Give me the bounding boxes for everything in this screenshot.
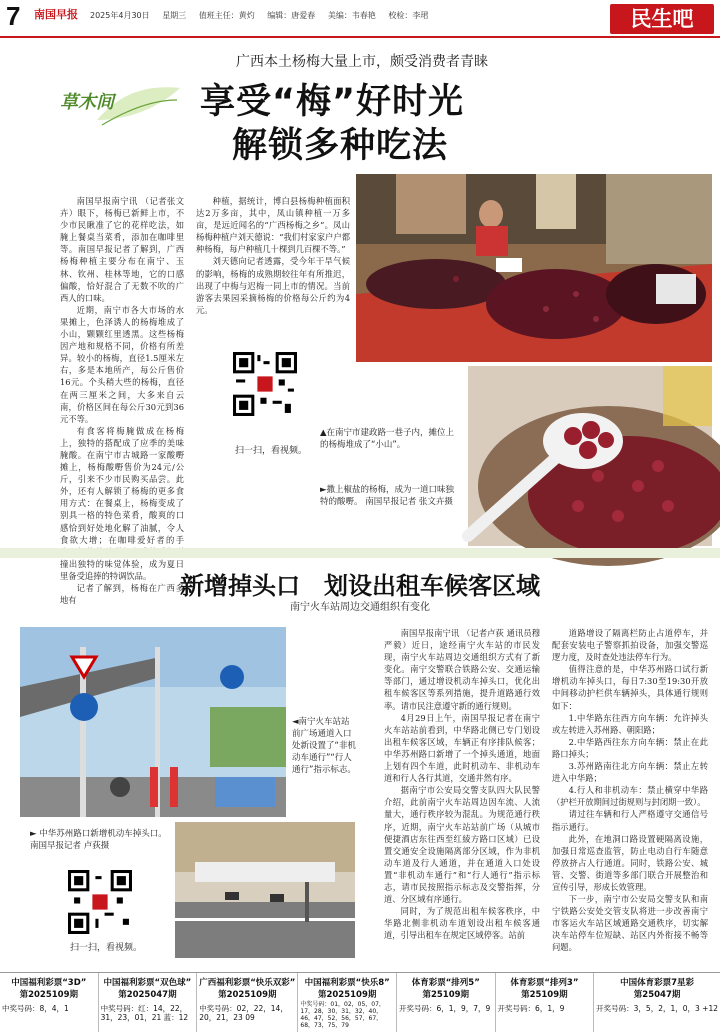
article2-paragraph: 道路增设了隔离栏防止占道停车，并配套安装电子警察抓拍设备，加强交警巡逻力度，及时查处违法停车行为。 xyxy=(552,628,708,663)
article1-kicker: 广西本土杨梅大量上市，颇受消费者青睐 xyxy=(236,54,488,70)
lottery-issue: 第2025109期 xyxy=(317,990,377,1000)
section-divider xyxy=(0,548,720,558)
lottery-name: 中国体育彩票7星彩 xyxy=(620,978,695,988)
lottery-issue: 第25047期 xyxy=(633,990,681,1000)
lottery-name: 中国福利彩票“双色球” xyxy=(103,978,192,988)
article2-rule: 4.行人和非机动车：禁止横穿中华路（护栏开放期间过街规则与封闭期一致）。 xyxy=(552,785,708,808)
lottery-results-bar xyxy=(0,972,720,1032)
article2-rule: 3.苏州路南往北方向车辆：禁止左转进入中华路； xyxy=(552,761,708,784)
column-label: 草木间 xyxy=(60,92,114,113)
lottery-numbers: 中奖号码：02，22，14，20，21，23 09 xyxy=(199,1004,288,1022)
article2-paragraph: 值得注意的是，中华苏州路口试行新增机动车掉头口，每日7:30至19:30开放中间移动护栏供车辆掉头，具体通行规则如下： xyxy=(552,664,708,711)
article2-paragraph: 南国早报南宁讯 （记者卢荻 通讯员穆严毅）近日，途经南宁火车站的市民发现，南宁火车站周边交通组织方式有了新变化。南宁交警联合铁路公安、交通运输等部门，通过增设机动车掉头口，优化出租车候客区等系列措施，提升道路通行效率。请市民注意遵守新的通行规则。 xyxy=(384,628,540,711)
page-header xyxy=(0,0,720,38)
header-meta xyxy=(90,10,438,21)
layout-editor-credit: 编辑：唐爱春 xyxy=(267,11,316,20)
qr-code-icon[interactable] xyxy=(233,352,297,416)
photo-caption-stall: ▲在南宁市建政路一巷子内，摊位上的杨梅堆成了“小山”。 xyxy=(320,428,455,450)
photo-caption-signs: ◄南宁火车站站前广场通道入口处新设置了“非机动车通行”“行人通行”指示标志。 xyxy=(292,717,356,775)
article1-column1 xyxy=(60,195,184,606)
lottery-name: 广西福利彩票“快乐双彩” xyxy=(199,978,296,988)
article2-rule: 2.中华路西往东方向车辆：禁止在此路口掉头； xyxy=(552,736,708,759)
page-number: 7 xyxy=(6,1,21,31)
lottery-numbers: 开奖号码：6，1，9，7，9 xyxy=(398,1004,491,1013)
qr-caption: 扫一扫，看视频。 xyxy=(235,446,308,456)
lottery-issue: 第2025047期 xyxy=(118,990,177,1000)
article2-subtitle: 南宁火车站周边交通组织有变化 xyxy=(290,602,430,613)
lottery-name: 中国福利彩票“快乐8” xyxy=(304,978,390,988)
issue-weekday: 星期三 xyxy=(162,11,187,20)
article2-paragraph: 4月29日上午，南国早报记者在南宁火车站站前看到，中华路北侧已专门划设出租车候客区域，车辆正有序排队候客；中华苏州路口新增了一个掉头通道，地面上划有四个车道，此时机动车、非机动车道和行人各行其道，交通井然有序。 xyxy=(384,712,540,784)
lottery-item xyxy=(594,973,720,1032)
qr-code-icon[interactable] xyxy=(68,870,132,934)
section-badge: 民生吧 xyxy=(610,4,714,34)
intersection-photo xyxy=(175,822,355,958)
lottery-numbers: 开奖号码：3，5，2，1，0，3 +12 xyxy=(596,1004,718,1013)
issue-date: 2025年4月30日 xyxy=(90,11,150,20)
lottery-numbers: 中奖号码：8，4，1 xyxy=(2,1004,69,1013)
article1-paragraph: 记者了解到，杨梅在广西多地有 xyxy=(60,583,184,606)
article1-column2 xyxy=(196,195,350,325)
article2-paragraph: 请过往车辆和行人严格遵守交通信号指示通行。 xyxy=(552,809,708,832)
article2-column2 xyxy=(552,627,708,957)
lottery-numbers: 开奖号码：6，1，9 xyxy=(497,1004,565,1013)
lottery-item xyxy=(99,973,198,1032)
article1-paragraph: 南国早报南宁讯 （记者张文卉）眼下，杨梅已新鲜上市，不少市民瞅准了它的花样吃法，如腌上餐桌当菜肴，添加在咖啡里等。南国早报记者了解到，广西杨梅种植主要分布在南宁、玉林、钦州、桂林等地，它的口感偏酸，恰好混合了无数不吹的广西人的口味。 xyxy=(60,196,184,303)
lottery-issue: 第25109期 xyxy=(521,990,568,1000)
article2-paragraph: 据南宁市公安局交警支队四大队民警介绍，此前南宁火车站周边因车流、人流量大，通行秩序较为混乱。为规范通行秩序，近期，南宁火车站站前广场（从城市便捷酒店东往西至红綾方路口区域）已设置交通安全设施隔离部分区域，作为非机动车道及行人通道，并在通道入口处设置“非机动车通行”和“行人通行”指示标志，请市民按照指示标志及交警指挥，分道、分区域有序通行。 xyxy=(384,785,540,905)
bayberry-stall-photo xyxy=(356,174,712,362)
lottery-item xyxy=(197,973,298,1032)
lottery-issue: 第2025109期 xyxy=(218,990,277,1000)
paper-logo: 南国早报 xyxy=(34,8,78,21)
article2-paragraph: 同时，为了规范出租车候客秩序，中华路北侧非机动车道划设出租车候客通道，引导出租车在规定区域停客。站前 xyxy=(384,906,540,941)
proofreader-credit: 校检：李珺 xyxy=(388,11,429,20)
article2-rule: 1.中华路东往西方向车辆：允许掉头或左转进入苏州路、朝阳路； xyxy=(552,712,708,735)
lottery-name: 体育彩票“排列5” xyxy=(411,978,480,988)
lottery-issue: 第2025109期 xyxy=(19,990,78,1000)
article2-paragraph: 此外，在地洞口路设置硬隔离设施，加强日常巡查监管，防止电动自行车随意停放挤占人行通道。同时，铁路公安、城管、交警、街道等多部门联合开展整治和宣传引导，形成长效管理。 xyxy=(552,833,708,892)
article2-column1 xyxy=(384,627,540,957)
article1-paragraph: 有食客将梅腌做成在杨梅上，独特的搭配成了应季的美味腌酸。在南宁市古城路一家酸嘢摊上，杨梅酸嘢售价为24元/公斤，引来不少市民购买品尝。此外，还有人解锁了杨梅的更多食用方式：在餐桌上，杨梅变成了别具一格的特色菜肴，酸爽的口感恰到好处地化解了油腻，令人食欲大增；在咖啡爱好者的手 撞出独特的味觉体验，成为夏日里备受追捧的特调饮品。 xyxy=(60,425,184,581)
lottery-numbers: 中奖号码：01，02，05，07，17，28，30，31，32，40，46，47，52，56，57，67，68，73，75，79 xyxy=(300,1001,385,1029)
traffic-sign-photo xyxy=(20,627,286,817)
photo-caption-uturn: ► 中华苏州路口新增机动车掉头口。 南国早报记者 卢荻摄 xyxy=(30,829,167,851)
article1-paragraph: 刘天德向记者透露，受今年干旱气候的影响，杨梅的成熟期较往年有所推迟，出现了中梅与迟梅一同上市的情况。当前游客去果园采摘杨梅的价格每公斤约为4元。 xyxy=(196,256,350,315)
article2-title: 新增掉头口 划设出租车候客区域 xyxy=(180,572,540,600)
lottery-item xyxy=(496,973,595,1032)
article1-paragraph: 种植，据统计，博白县杨梅种植面积达2万多亩，其中，凤山镇种植一万多亩，是远近闻名的“广西杨梅之乡”。凤山杨梅种植户刘天德说：“我们村家家户户都种杨梅，每户种植几十棵到几百棵不等。” xyxy=(196,196,350,255)
art-editor-credit: 美编：韦春艳 xyxy=(327,11,376,20)
photo-caption-salted-bayberry: ►撒上椒盐的杨梅，成为一道口味独特的酸嘢。 南国早报记者 张文卉摄 xyxy=(320,485,455,507)
article1-paragraph: 近期，南宁市各大市场的水果摊上，色泽诱人的杨梅堆成了小山，颗颗红里透黑。这些杨梅因产地和规格不同，价格有所差异。较小的杨梅，直径1.5厘米左右，多是本地所产，每公斤售价16元。个头稍大些的杨梅，直径在两三厘米之间，大多来自云南，价格区间在每公斤30元到36元不等。 xyxy=(60,304,184,424)
article2-paragraph: 下一步，南宁市公安局交警支队和南宁铁路公安处交管支队将进一步改善南宁市客运火车站区域通路交通秩序，切实解决车站停车位短缺、站区内外衔接不畅等问题。 xyxy=(552,894,708,953)
article1-title-line2: 解锁多种吃法 xyxy=(232,126,449,166)
salted-bayberry-photo xyxy=(468,366,712,546)
qr-caption: 扫一扫，看视频。 xyxy=(70,943,143,953)
lottery-item xyxy=(0,973,99,1032)
article1-title-line1: 享受“梅”好时光 xyxy=(200,82,465,122)
lottery-item xyxy=(397,973,496,1032)
lottery-numbers: 中奖号码：红：14，22，31，23，01，21 蓝：12 xyxy=(100,1004,189,1022)
lottery-issue: 第25109期 xyxy=(422,990,470,1000)
lottery-name: 中国福利彩票“3D” xyxy=(11,978,87,988)
lottery-item xyxy=(298,973,397,1032)
lottery-name: 体育彩票“排列3” xyxy=(510,978,579,988)
editor-credit: 值班主任：黄灼 xyxy=(198,11,255,20)
